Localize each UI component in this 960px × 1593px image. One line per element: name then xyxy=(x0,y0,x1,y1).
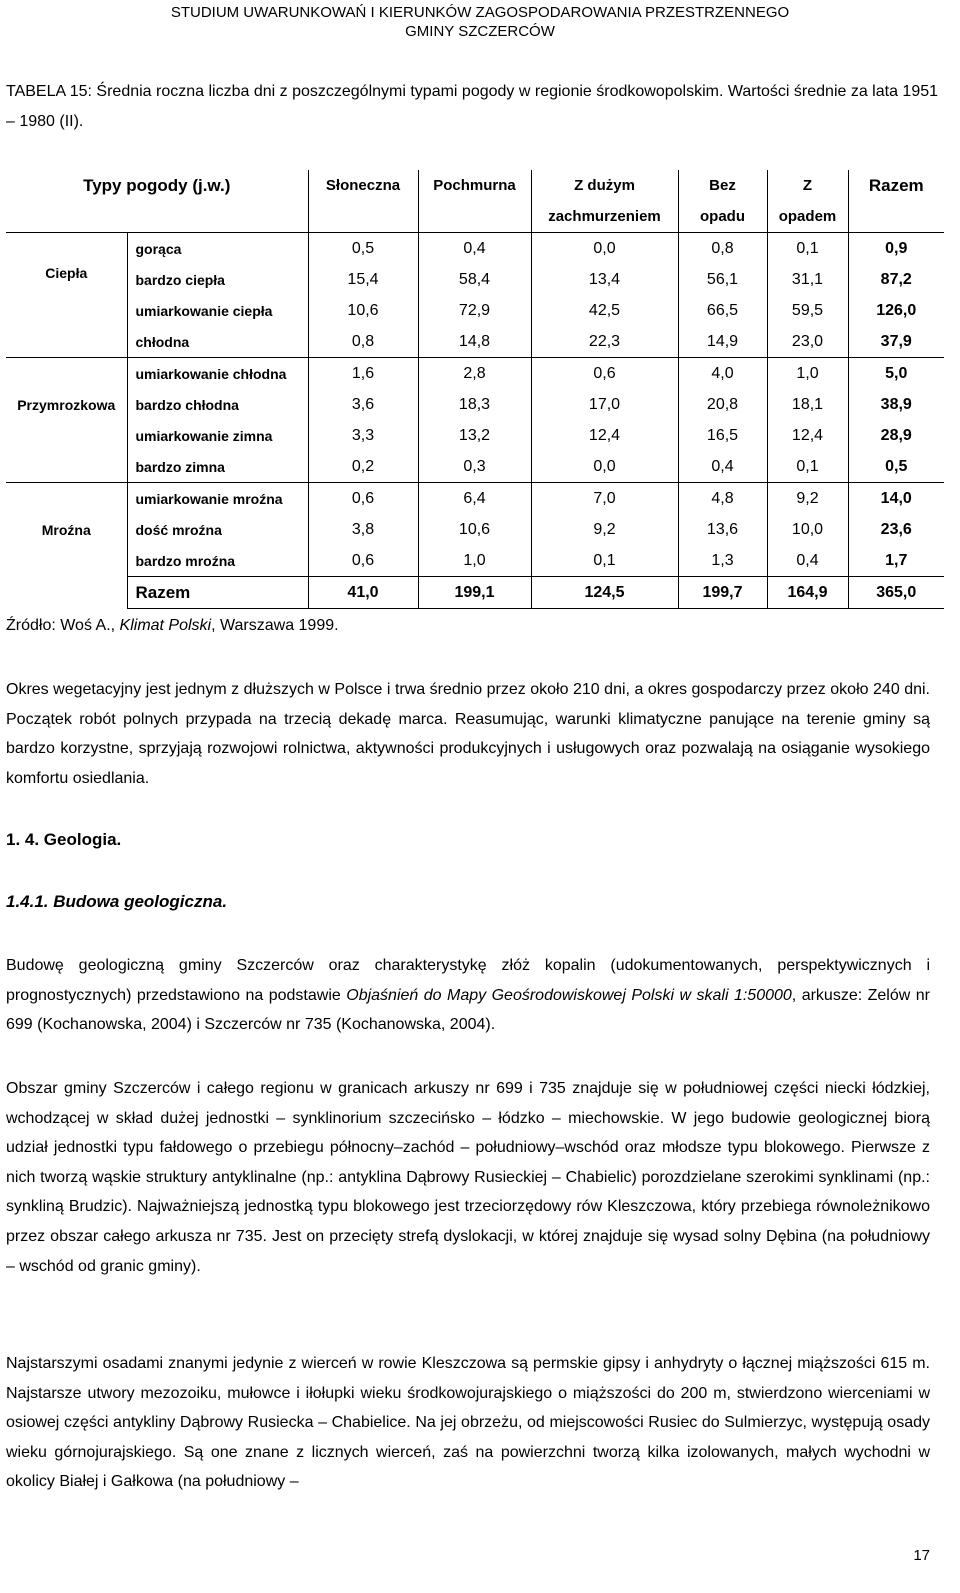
cell: 0,1 xyxy=(531,545,678,577)
cell: 3,6 xyxy=(308,389,418,420)
row-total: 126,0 xyxy=(848,295,944,326)
section-heading-geologia: 1. 4. Geologia. xyxy=(6,830,122,849)
cell: 1,3 xyxy=(678,545,767,577)
footer-cell: 124,5 xyxy=(531,577,678,609)
cell: 10,0 xyxy=(767,514,848,545)
footer-cell: 199,7 xyxy=(678,577,767,609)
cell: 9,2 xyxy=(531,514,678,545)
row-label: bardzo ciepła xyxy=(135,271,225,288)
footer-cell: 41,0 xyxy=(308,577,418,609)
row-label: gorąca xyxy=(127,233,308,265)
row-label: umiarkowanie mroźna xyxy=(127,483,308,515)
footer-cell: 199,1 xyxy=(418,577,531,609)
cell: 0,6 xyxy=(531,358,678,390)
cell: 66,5 xyxy=(678,295,767,326)
row-label: dość mroźna xyxy=(135,521,222,538)
row-label: umiarkowanie ciepła xyxy=(135,302,273,319)
paragraph-text: Obszar gminy Szczerców i całego regionu w granicach arkuszy nr 699 i 735 znajduje się w południowej części niecki łódzkiej, wchodzącej w skład dużej jednostki – synklinorium szczecińsko – łódzko – miechowskie. W jego budowie geologicznej biorą udział jednostki typu fałdowego o przebiegu północny–zachód – południowy–wschód oraz młodsze typu blokowego. Pierwsze z nich tworzą wąskie struktury antyklinalne (np.: antyklina Dąbrowy Rusieckiej – Chabielic) porozdzielane szerokimi synklinami (np.: synkliną Brudzic). Najważniejszą jednostką typu blokowego jest trzeciorzędowy rów Kleszczowa, który przebiega równoleżnikowo przez obszar całego arkusza nr 735. Jest on przecięty strefą dyslokacji, w której znajduje się wysad solny Dębina (na południowy – wschód od granic gminy). xyxy=(6,1080,930,1275)
row-total: 5,0 xyxy=(848,358,944,390)
cell: 0,0 xyxy=(531,233,678,265)
cell: 0,1 xyxy=(767,233,848,265)
cell: 1,0 xyxy=(767,358,848,390)
header-line-2: GMINY SZCZERCÓW xyxy=(405,23,555,40)
col-header-sloneczna: Słoneczna xyxy=(308,170,418,201)
cell: 0,4 xyxy=(418,233,531,265)
cell: 4,8 xyxy=(678,483,767,515)
cell: 20,8 xyxy=(678,389,767,420)
row-total: 1,7 xyxy=(848,545,944,577)
row-total: 0,5 xyxy=(848,451,944,483)
col-header-zduzym-line2: zachmurzeniem xyxy=(531,201,678,233)
paragraph-sources xyxy=(6,951,930,1040)
row-total: 37,9 xyxy=(848,326,944,358)
footer-total: 365,0 xyxy=(848,577,944,609)
cell: 31,1 xyxy=(767,264,848,295)
cell: 10,6 xyxy=(418,514,531,545)
col-header-zduzym: Z dużym xyxy=(531,170,678,201)
row-label: umiarkowanie zimna xyxy=(135,427,273,444)
col-header-z: Z xyxy=(767,170,848,201)
cell: 0,6 xyxy=(308,545,418,577)
paragraph-region xyxy=(6,1074,930,1281)
cell: 0,3 xyxy=(418,451,531,483)
cell: 7,0 xyxy=(531,483,678,515)
cell: 6,4 xyxy=(418,483,531,515)
source-title: Klimat Polski xyxy=(119,617,212,634)
row-total: 38,9 xyxy=(848,389,944,420)
cell: 14,8 xyxy=(418,326,531,358)
cell: 1,0 xyxy=(418,545,531,577)
paragraph-sediments xyxy=(6,1349,930,1497)
header-line-1: STUDIUM UWARUNKOWAŃ I KIERUNKÓW ZAGOSPODAROWANIA PRZESTRZENNEGO xyxy=(170,4,790,21)
row-label: chłodna xyxy=(135,333,190,350)
cell: 12,4 xyxy=(531,420,678,451)
cell: 0,0 xyxy=(531,451,678,483)
row-label: bardzo mroźna xyxy=(135,552,236,569)
cell: 13,6 xyxy=(678,514,767,545)
cell: 2,8 xyxy=(418,358,531,390)
source-suffix: , Warszawa 1999. xyxy=(211,617,339,634)
col-header-z-line2: opadem xyxy=(767,201,848,233)
table-source xyxy=(6,617,339,635)
col-header-razem: Razem xyxy=(848,170,944,201)
cell: 23,0 xyxy=(767,326,848,358)
cell: 56,1 xyxy=(678,264,767,295)
cell: 0,2 xyxy=(308,451,418,483)
cell: 18,3 xyxy=(418,389,531,420)
row-total: 23,6 xyxy=(848,514,944,545)
cell: 9,2 xyxy=(767,483,848,515)
cell: 22,3 xyxy=(531,326,678,358)
row-label: umiarkowanie chłodna xyxy=(127,358,308,390)
cell: 0,6 xyxy=(308,483,418,515)
row-label: bardzo chłodna xyxy=(135,396,239,413)
corner-label: Typy pogody (j.w.) xyxy=(83,175,231,195)
weather-types-table xyxy=(6,170,944,609)
col-header-bez: Bez xyxy=(678,170,767,201)
cell: 1,6 xyxy=(308,358,418,390)
cell: 3,8 xyxy=(308,514,418,545)
row-total: 87,2 xyxy=(848,264,944,295)
row-label: bardzo zimna xyxy=(135,458,225,475)
paragraph-text: Okres wegetacyjny jest jednym z dłuższych w Polsce i trwa średnio przez około 210 dni, a okres gospodarczy przez około 240 dni. Początek robót polnych przypada na trzecią dekadę marca. Reasumując, warunki klimatyczne panujące na terenie gminy są bardzo korzystne, sprzyjają rozwojowi rolnictwa, aktywności produkcyjnych i usługowych oraz pozwalają na osiąganie wysokiego komfortu osiedlania. xyxy=(6,681,930,787)
cell: 14,9 xyxy=(678,326,767,358)
cell: 10,6 xyxy=(308,295,418,326)
row-total: 14,0 xyxy=(848,483,944,515)
cell: 12,4 xyxy=(767,420,848,451)
cell: 3,3 xyxy=(308,420,418,451)
cell: 13,4 xyxy=(531,264,678,295)
cell: 0,4 xyxy=(767,545,848,577)
cell: 18,1 xyxy=(767,389,848,420)
paragraph-vegetation xyxy=(6,675,930,793)
cell: 0,1 xyxy=(767,451,848,483)
cell: 0,5 xyxy=(308,233,418,265)
footer-label: Razem xyxy=(127,577,308,609)
cell: 15,4 xyxy=(308,264,418,295)
cited-title: Objaśnień do Mapy Geośrodowiskowej Polski w skali 1:50000 xyxy=(346,986,792,1004)
cell: 16,5 xyxy=(678,420,767,451)
cell: 42,5 xyxy=(531,295,678,326)
group-mrozna: Mroźna xyxy=(6,483,127,577)
source-prefix: Źródło: Woś A., xyxy=(6,617,120,634)
col-header-bez-line2: opadu xyxy=(678,201,767,233)
row-total: 28,9 xyxy=(848,420,944,451)
cell: 0,8 xyxy=(308,326,418,358)
subsection-heading-budowa: 1.4.1. Budowa geologiczna. xyxy=(6,892,228,911)
cell: 13,2 xyxy=(418,420,531,451)
page-number: 17 xyxy=(913,1547,930,1564)
col-header-pochmurna: Pochmurna xyxy=(418,170,531,201)
row-total: 0,9 xyxy=(848,233,944,265)
group-ciepla: Ciepła xyxy=(6,233,127,358)
cell: 72,9 xyxy=(418,295,531,326)
paragraph-text: Najstarszymi osadami znanymi jedynie z wierceń w rowie Kleszczowa są permskie gipsy i anhydryty o łącznej miąższości 615 m. Najstarsze utwory mezozoiku, mułowce i iłołupki wieku środkowojurajskiego o miąższości do 200 m, stwierdzono wierceniami w osiowej części antykliny Dąbrowy Rusiecka – Chabielice. Na jej obrzeżu, od miejscowości Rusiec do Sulmierzyc, występują osady wieku górnojurajskiego. Są one znane z licznych wierceń, zaś na powierzchni tworzą kilka izolowanych, małych wychodni w okolicy Białej i Gałkowa (na południowy – xyxy=(6,1355,930,1491)
paragraph-text: , arkusze: Zelów nr 699 (Kochanowska, 2004) i Szczerców nr 735 (Kochanowska, 2004). xyxy=(6,986,930,1034)
paragraph-text: Budowę geologiczną gminy Szczerców oraz charakterystykę złóż kopalin (udokumentowanych, perspektywicznych i prognostycznych) przedstawiono na podstawie xyxy=(6,957,930,1004)
footer-cell: 164,9 xyxy=(767,577,848,609)
cell: 59,5 xyxy=(767,295,848,326)
cell: 0,4 xyxy=(678,451,767,483)
document-header xyxy=(0,3,960,41)
group-przymrozkowa: Przymrozkowa xyxy=(6,358,127,483)
cell: 17,0 xyxy=(531,389,678,420)
cell: 58,4 xyxy=(418,264,531,295)
table-caption: TABELA 15: Średnia roczna liczba dni z poszczególnymi typami pogody w regionie środkowopolskim. Wartości średnie za lata 1951 – 1980 (II). xyxy=(6,83,939,130)
cell: 0,8 xyxy=(678,233,767,265)
cell: 4,0 xyxy=(678,358,767,390)
